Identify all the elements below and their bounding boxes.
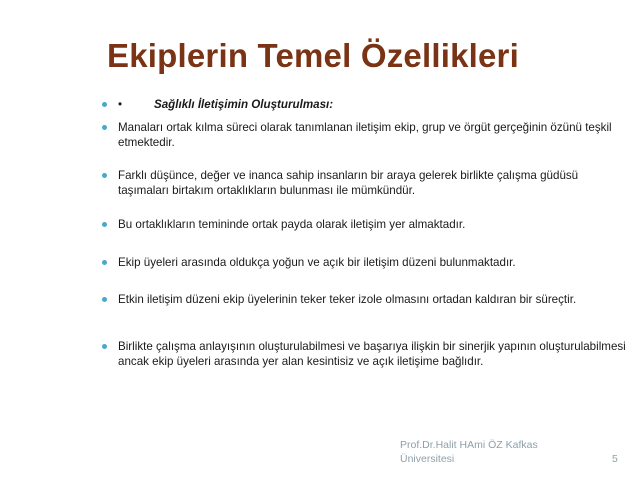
bullet-item: [118, 97, 628, 112]
bullet-item: Bu ortaklıkların temininde ortak payda olarak iletişim yer almaktadır.: [118, 217, 628, 232]
page-number: 5: [612, 453, 618, 465]
bullet-item: Farklı düşünce, değer ve inanca sahip insanların bir araya gelerek birlikte çalışma güdüsü taşımaları birtakım ortaklıkların bulunması ile mümkündür.: [118, 168, 628, 198]
bullet-prefix: •: [118, 98, 123, 111]
bullet-text: Sağlıklı İletişimin Oluşturulması:: [154, 98, 334, 111]
slide-title: Ekiplerin Temel Özellikleri: [107, 37, 519, 74]
bullet-item: Birlikte çalışma anlayışının oluşturulabilmesi ve başarıya ilişkin bir sinerjik yapının oluşturulabilmesi ancak ekip üyeleri arasında yer alan kesintisiz ve açık iletişime bağlıdır.: [118, 339, 628, 369]
bullet-item: Manaları ortak kılma süreci olarak tanımlanan iletişim ekip, grup ve örgüt gerçeğinin özünü teşkil etmektedir.: [118, 120, 628, 150]
slide-footer: Prof.Dr.Halit HAmi ÖZ Kafkas Üniversitesi: [400, 439, 538, 465]
bullet-item: Ekip üyeleri arasında oldukça yoğun ve açık bir iletişim düzeni bulunmaktadır.: [118, 255, 628, 270]
bullet-item: Etkin iletişim düzeni ekip üyelerinin teker teker izole olmasını ortadan kaldıran bir süreçtir.: [118, 292, 628, 307]
